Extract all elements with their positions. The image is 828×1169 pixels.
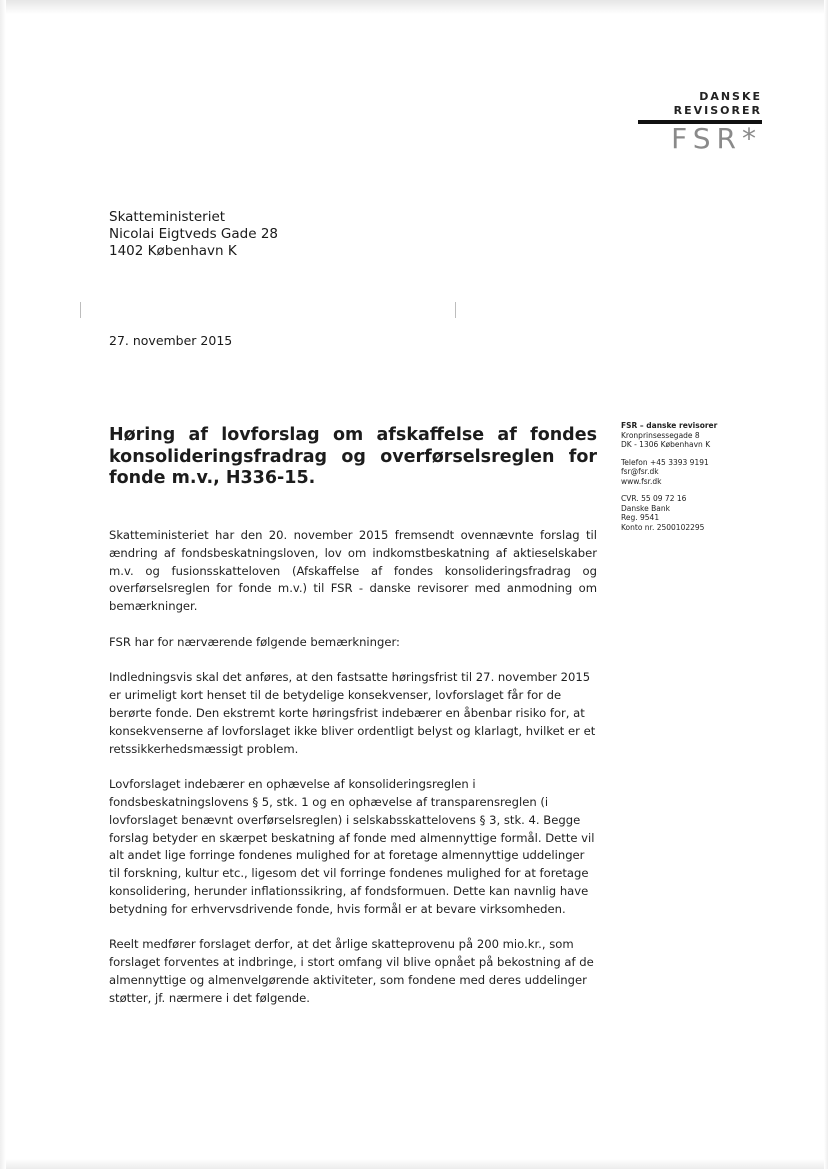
- recipient-city: 1402 København K: [109, 243, 237, 259]
- scan-edge-left: [0, 0, 6, 1169]
- scan-edge-bottom: [0, 1159, 828, 1169]
- paragraph-deadline: Indledningsvis skal det anføres, at den fastsatte høringsfrist til 27. november 2015 er urimeligt kort henset til de betydelige konsekvenser, lovforslaget får for de berørte fonde. Den ekstremt korte høringsfrist indebærer en åbenbar risiko for, at konsekvenserne af lovforslaget ikke bliver ordentligt belyst og klarlagt, hvilket er et retssikkerhedsmæssigt problem.: [109, 670, 596, 756]
- logo-line-danske: DANSKE: [699, 90, 762, 103]
- sender-account: Konto nr. 2500102295: [621, 522, 705, 532]
- letter-date: 27. november 2015: [109, 333, 233, 348]
- scan-edge-right: [824, 0, 828, 1169]
- fsr-logo: [620, 88, 770, 158]
- sender-contact-block: [621, 458, 781, 487]
- sender-info: [621, 421, 781, 540]
- recipient-street: Nicolai Eigtveds Gade 28: [109, 226, 279, 242]
- sender-bank-block: [621, 494, 781, 532]
- sender-cvr: CVR. 55 09 72 16: [621, 494, 687, 503]
- paragraph-proposal: Lovforslaget indebærer en ophævelse af konsolideringsreglen i fondsbeskatningslovens § 5, stk. 1 og en ophævelse af transparensreglen (i lovforslaget benævnt overførselsreglen) i selskabsskattelovens § 3, stk. 4. Begge forslag betyder en skærpet beskatning af fonde med almennyttige formål. Dette vil alt andet lige forringe fondenes mulighed for at foretage almennyttige uddelinger til forskning, kultur etc., ligesom det vil forringe fondenes mulighed for at foretage konsolidering, herunder inflationssikring, af fondsformuen. Dette kan navnlig have betydning for erhvervsdrivende fonde, hvis formål er at bevare virksomheden.: [109, 777, 595, 916]
- scan-edge-top: [0, 0, 828, 14]
- logo-line-revisorer: REVISORER: [673, 104, 762, 117]
- paragraph-remarks-lead: FSR har for nærværende følgende bemærkninger:: [109, 634, 400, 649]
- sender-address-block: [621, 421, 781, 450]
- letter-title: Høring af lovforslag om afskaffelse af fondes konsolideringsfradrag og overførselsreglen for fonde m.v., H336-15.: [109, 425, 597, 488]
- sender-reg: Reg. 9541: [621, 513, 660, 522]
- recipient-name: Skatteministeriet: [109, 209, 226, 225]
- sender-phone: Telefon +45 3393 9191: [621, 457, 709, 467]
- sender-street: Kronprinsessegade 8: [621, 430, 700, 440]
- sender-email: fsr@fsr.dk: [621, 467, 659, 476]
- logo-mark-fsr: FSR*: [671, 122, 762, 155]
- sender-city: DK - 1306 København K: [621, 440, 711, 449]
- sender-name: FSR – danske revisorer: [621, 421, 718, 430]
- letter-body: [109, 527, 597, 1025]
- fold-mark-left: [80, 302, 81, 318]
- paragraph-revenue: Reelt medfører forslaget derfor, at det årlige skatteprovenu på 200 mio.kr., som forslaget forventes at indbringe, i stort omfang vil blive opnået på bekostning af de almennyttige og almenvelgørende aktiviteter, som fondene med deres uddelinger støtter, jf. nærmere i det følgende.: [109, 937, 594, 1005]
- sender-web: www.fsr.dk: [621, 476, 662, 486]
- sender-bank: Danske Bank: [621, 503, 670, 513]
- recipient-address: [109, 209, 278, 260]
- paragraph-intro: Skatteministeriet har den 20. november 2015 fremsendt ovennævnte forslag til ændring af fondsbeskatningsloven, lov om indkomstbeskatning af aktieselskaber m.v. og fusionsskatteloven (Afskaffelse af fondes konsolideringsfradrag og overførselsreglen for fonde m.v.) til FSR - danske revisorer med anmodning om bemærkninger.: [109, 528, 597, 614]
- fold-mark-right: [455, 302, 456, 318]
